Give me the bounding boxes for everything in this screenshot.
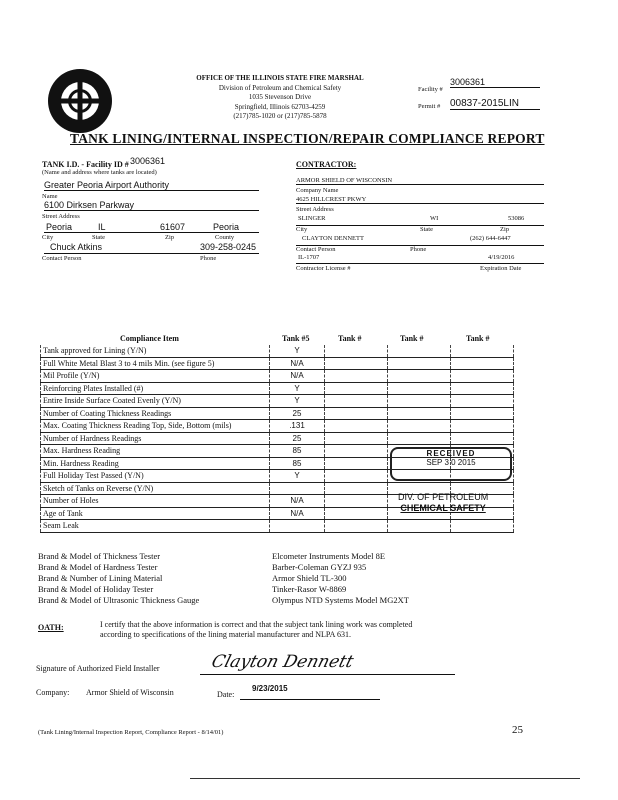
tank-4-value — [451, 345, 514, 357]
tank-3-value — [388, 420, 451, 433]
expiration-label: Expiration Date — [480, 265, 522, 272]
tank-3-value — [388, 382, 451, 395]
equipment-label: Brand & Model of Thickness Tester — [38, 551, 161, 561]
state-label: State — [92, 234, 105, 241]
tank-2-value — [325, 395, 388, 408]
contractor-contact-label: Contact Person — [296, 246, 336, 253]
agency-city: Springfield, Illinois 62703-4259 — [234, 102, 326, 111]
compliance-item: Max. Coating Thickness Reading Top, Side, Bottom (mils) — [41, 420, 270, 433]
compliance-item: Entire Inside Surface Coated Evenly (Y/N) — [41, 395, 270, 408]
equipment-label: Brand & Model of Hardness Tester — [38, 562, 158, 572]
tank-1-value: N/A — [270, 370, 325, 383]
company-value: Armor Shield of Wisconsin — [86, 688, 174, 697]
tank-id-label: TANK I.D. - Facility ID # — [42, 160, 129, 169]
permit-number: 00837-2015LIN — [450, 98, 540, 110]
header-tank-4: Tank # — [466, 334, 490, 343]
tank-2-value — [325, 382, 388, 395]
tank-2-value — [325, 520, 388, 533]
contractor-street-label: Street Address — [296, 206, 334, 213]
stamp-date: SEP 3 0 2015 — [426, 458, 476, 467]
tank-4-value — [451, 432, 514, 445]
tank-3-value — [388, 345, 451, 357]
tank-4-value — [451, 357, 514, 370]
tank-3-value — [388, 370, 451, 383]
contractor-state: WI — [430, 215, 439, 222]
tank-1-value: N/A — [270, 507, 325, 520]
zip-label: Zip — [165, 234, 175, 241]
name-label: Name — [42, 193, 58, 200]
contractor-company: ARMOR SHIELD OF WISCONSIN — [296, 177, 544, 185]
table-row — [41, 345, 514, 357]
contractor-street: 4625 HILLCREST PKWY — [296, 196, 544, 204]
table-row — [41, 357, 514, 370]
table-row — [41, 382, 514, 395]
tank-2-value — [325, 495, 388, 508]
compliance-item: Sketch of Tanks on Reverse (Y/N) — [41, 482, 270, 495]
header-compliance-item: Compliance Item — [120, 334, 179, 343]
company-label-bottom: Company: — [36, 688, 70, 697]
contractor-city: SLINGER — [298, 215, 326, 222]
oath-line-1: I certify that the above information is correct and that the subject tank lining work was completed — [100, 620, 413, 629]
compliance-item: Max. Hardness Reading — [41, 445, 270, 458]
county-label: County — [215, 234, 235, 241]
tank-3-value — [388, 395, 451, 408]
contractor-state-label: State — [420, 226, 433, 233]
tank-3-value — [388, 407, 451, 420]
equipment-row — [38, 584, 347, 595]
table-row — [41, 407, 514, 420]
equipment-label: Brand & Model of Holiday Tester — [38, 584, 154, 594]
equipment-row — [38, 562, 367, 573]
equipment-value: Barber-Coleman GYZJ 935 — [272, 562, 367, 572]
tank-2-value — [325, 457, 388, 470]
tank-1-value: 25 — [270, 432, 325, 445]
equipment-row — [38, 595, 409, 606]
received-stamp — [390, 447, 512, 481]
compliance-item: Tank approved for Lining (Y/N) — [41, 345, 270, 357]
tank-4-value — [451, 407, 514, 420]
facility-label: Facility # — [418, 86, 443, 93]
tank-1-value: Y — [270, 382, 325, 395]
owner-phone: 309-258-0245 — [200, 242, 257, 252]
tank-4-value — [451, 382, 514, 395]
tank-1-value: Y — [270, 395, 325, 408]
equipment-row — [38, 551, 386, 562]
street-label: Street Address — [42, 213, 80, 220]
oath-label: OATH: — [38, 623, 64, 632]
owner-state: IL — [98, 222, 106, 232]
contractor-license: IL-1707 — [298, 254, 320, 261]
equipment-label: Brand & Number of Lining Material — [38, 573, 163, 583]
owner-zip: 61607 — [160, 222, 186, 232]
office-name: OFFICE OF THE ILLINOIS STATE FIRE MARSHAL — [196, 74, 364, 82]
tank-2-value — [325, 445, 388, 458]
table-row — [41, 432, 514, 445]
table-row — [41, 395, 514, 408]
equipment-value: Elcometer Instruments Model 8E — [272, 551, 386, 561]
tank-1-value: 25 — [270, 407, 325, 420]
agency-address: 1035 Stevenson Drive — [248, 93, 312, 101]
contractor-city-label: City — [296, 226, 308, 233]
tank-4-value — [451, 370, 514, 383]
tank-1-value: N/A — [270, 357, 325, 370]
contractor-contact: CLAYTON DENNETT — [302, 235, 364, 242]
tank-2-value — [325, 432, 388, 445]
compliance-item: Min. Hardness Reading — [41, 457, 270, 470]
oath-text — [100, 620, 412, 640]
compliance-item: Number of Coating Thickness Readings — [41, 407, 270, 420]
tank-2-value — [325, 470, 388, 483]
page-title: TANK LINING/INTERNAL INSPECTION/REPAIR COMPLIANCE REPORT — [70, 131, 545, 146]
compliance-item: Mil Profile (Y/N) — [41, 370, 270, 383]
stamp-text: RECEIVED — [426, 449, 476, 458]
tank-1-value: .131 — [270, 420, 325, 433]
equipment-list — [38, 551, 409, 606]
compliance-item: Full Holiday Test Passed (Y/N) — [41, 470, 270, 483]
equipment-value: Armor Shield TL-300 — [272, 573, 347, 583]
tank-2-value — [325, 345, 388, 357]
facility-id: 3006361 — [130, 156, 166, 166]
tank-2-value — [325, 420, 388, 433]
table-row — [41, 370, 514, 383]
header-tank-1: Tank #5 — [282, 334, 310, 343]
signature-label: Signature of Authorized Field Installer — [36, 664, 160, 673]
license-label: Contractor License # — [296, 265, 351, 272]
owner-name: Greater Peoria Airport Authority — [44, 180, 259, 191]
header-tank-2: Tank # — [338, 334, 362, 343]
table-row — [41, 420, 514, 433]
tank-2-value — [325, 507, 388, 520]
signature: Clayton Dennett — [209, 652, 356, 672]
owner-street: 6100 Dirksen Parkway — [44, 200, 259, 211]
header-tank-3: Tank # — [400, 334, 424, 343]
date-value: 9/23/2015 — [252, 684, 288, 693]
compliance-item: Number of Hardness Readings — [41, 432, 270, 445]
city-label: City — [42, 234, 54, 241]
tank-3-value — [388, 357, 451, 370]
owner-contact: Chuck Atkins — [50, 242, 103, 252]
date-label: Date: — [217, 690, 235, 699]
division: Division of Petroleum and Chemical Safety — [218, 83, 342, 92]
tank-1-value — [270, 520, 325, 533]
page-number: 25 — [512, 724, 523, 736]
equipment-value: Tinker-Rasor W-8869 — [272, 584, 347, 594]
oath-line-2: according to specifications of the lining material manufacturer and NLPA 631. — [100, 630, 351, 639]
tank-3-value — [388, 520, 451, 533]
agency-header — [160, 74, 400, 122]
tank-1-value: 85 — [270, 457, 325, 470]
phone-label: Phone — [200, 255, 217, 262]
equipment-label: Brand & Model of Ultrasonic Thickness Gauge — [38, 595, 200, 605]
tank-4-value — [451, 520, 514, 533]
compliance-item: Age of Tank — [41, 507, 270, 520]
stamp-division-2: CHEMICAL SAFETY — [400, 503, 486, 513]
permit-label: Permit # — [418, 103, 441, 110]
agency-phone: (217)785-1020 or (217)785-5878 — [233, 112, 327, 120]
compliance-item: Full White Metal Blast 3 to 4 mils Min. (see figure 5) — [41, 357, 270, 370]
compliance-item: Seam Leak — [41, 520, 270, 533]
contractor-zip-label: Zip — [500, 226, 510, 233]
contractor-zip: 53086 — [508, 215, 525, 222]
facility-number: 3006361 — [450, 77, 540, 88]
owner-county: Peoria — [213, 222, 240, 232]
owner-city: Peoria — [46, 222, 73, 232]
tank-1-value — [270, 482, 325, 495]
tank-1-value: N/A — [270, 495, 325, 508]
tank-1-value: Y — [270, 345, 325, 357]
contractor-phone-label: Phone — [410, 246, 427, 253]
license-expiration: 4/19/2016 — [488, 254, 515, 261]
form-footer: (Tank Lining/Internal Inspection Report, Compliance Report - 8/14/01) — [38, 729, 224, 736]
contact-label: Contact Person — [42, 255, 82, 262]
stamp-division-1: DIV. OF PETROLEUM — [398, 492, 489, 502]
tank-2-value — [325, 407, 388, 420]
tank-4-value — [451, 395, 514, 408]
tank-2-value — [325, 357, 388, 370]
compliance-item: Reinforcing Plates Installed (#) — [41, 382, 270, 395]
equipment-row — [38, 573, 347, 584]
owner-note: (Name and address where tanks are located) — [42, 169, 157, 176]
tank-2-value — [325, 370, 388, 383]
tank-2-value — [325, 482, 388, 495]
tank-4-value — [451, 420, 514, 433]
fire-marshal-seal-icon — [46, 67, 114, 135]
contractor-phone: (262) 644-6447 — [470, 235, 511, 242]
table-row — [41, 520, 514, 533]
compliance-item: Number of Holes — [41, 495, 270, 508]
tank-3-value — [388, 432, 451, 445]
contractor-heading: CONTRACTOR: — [296, 160, 357, 169]
equipment-value: Olympus NTD Systems Model MG2XT — [272, 595, 409, 605]
stamp-division — [398, 492, 488, 514]
company-label: Company Name — [296, 187, 339, 194]
tank-1-value: Y — [270, 470, 325, 483]
tank-1-value: 85 — [270, 445, 325, 458]
